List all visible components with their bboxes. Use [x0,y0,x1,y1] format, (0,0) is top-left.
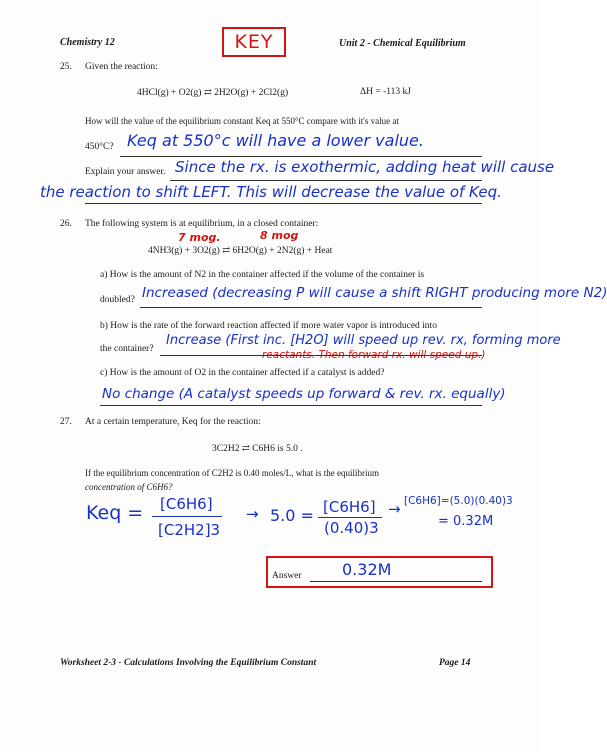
unit-title: Unit 2 - Chemical Equilibrium [339,38,466,49]
q25-prompt: Given the reaction: [85,62,158,72]
q26-a-question-2: doubled? [100,295,135,305]
q26-a-answer: Increased (decreasing P will cause a shift RIGHT producing more N2) [142,285,607,301]
q25-question-temp: 450°C? [85,142,114,152]
q26-b-question-2: the container? [100,344,154,354]
q27-work-result-1: [C6H6]=(5.0)(0.40)3 [404,495,513,507]
q25-explanation-1: Since the rx. is exothermic, adding heat will cause [175,158,555,176]
q26-number: 26. [60,219,72,229]
q25-number: 25. [60,62,72,72]
answer-value: 0.32M [342,560,392,579]
q26-c-answer: No change (A catalyst speeds up forward & rev. rx. equally) [102,386,506,402]
q26-c-question: c) How is the amount of O2 in the container affected if a catalyst is added? [100,368,385,378]
q27-work-numerator-1: [C6H6] [160,495,213,513]
q25-enthalpy: ΔH = -113 kJ [360,87,411,97]
q26-b-answer-1: Increase (First inc. [H2O] will speed up rev. rx, forming more [166,333,561,348]
q26-b-answer-line [160,355,482,356]
q25-reaction: 4HCl(g) + O2(g) ⇄ 2H2O(g) + 2Cl2(g) [137,88,289,98]
q25-explanation-2: the reaction to shift LEFT. This will decrease the value of Keq. [40,183,502,201]
q26-b-question: b) How is the rate of the forward reaction affected if more water vapor is introduced into [100,321,437,331]
q27-work-keq-value: 5.0 = [270,506,314,525]
q27-question-1: If the equilibrium concentration of C2H2 is 0.40 moles/L, what is the equilibrium [85,468,379,478]
q27-work-arrow-1: → [246,505,259,523]
q25-answer-line [120,156,482,157]
q27-work-numerator-2: [C6H6] [323,498,376,516]
q27-work-keq: Keq = [86,502,144,524]
q26-note-reactant-moles: 7 mog. [178,231,221,244]
q26-a-question: a) How is the amount of N2 in the container affected if the volume of the container is [100,270,425,280]
q27-work-denominator-2: (0.40)3 [324,519,379,537]
q26-c-answer-line [100,405,482,406]
footer-page-number: Page 14 [439,658,471,668]
q27-question-2: concentration of C6H6? [85,482,173,492]
course-title: Chemistry 12 [60,37,115,48]
q26-note-product-moles: 8 mog [260,229,299,242]
key-stamp: KEY [222,27,286,57]
q27-number: 27. [60,417,72,427]
q25-explain-label: Explain your answer. [85,167,166,177]
q26-prompt: The following system is at equilibrium, in a closed container: [85,219,319,229]
q26-a-answer-line [140,307,482,308]
q25-explain-line-1 [170,180,482,181]
q25-answer-keq: Keq at 550°c will have a lower value. [127,131,424,150]
answer-line [310,581,482,582]
q27-fraction-bar-1 [152,516,222,517]
q26-reaction: 4NH3(g) + 3O2(g) ⇄ 6H2O(g) + 2N2(g) + Heat [148,246,333,256]
q27-reaction: 3C2H2 ⇄ C6H6 is 5.0 . [212,444,303,454]
q27-work-arrow-2: → [388,500,401,518]
q27-prompt: At a certain temperature, Keq for the reaction: [85,417,261,427]
q27-fraction-bar-2 [318,517,382,518]
answer-label: Answer [272,571,302,581]
q26-b-answer-2: reactants. Then forward rx. will speed up.) [262,349,486,361]
q25-question: How will the value of the equilibrium constant Keq at 550°C compare with it's value at [85,116,399,126]
q27-work-result-2: = 0.32M [438,514,494,529]
q27-work-denominator-1: [C2H2]3 [158,521,221,539]
q25-explain-line-2 [85,203,482,204]
footer-worksheet-title: Worksheet 2-3 - Calculations Involving the Equilibrium Constant [60,658,317,668]
